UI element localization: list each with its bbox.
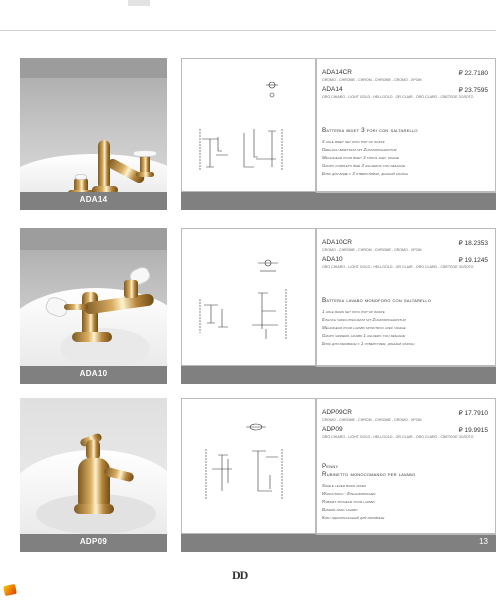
description-line: 1 hole basin set with pop-up waste [322,309,385,314]
variant-desc: ORO CHIARO - LIGHT GOLD - HELLGOLD - OR CLAIR - ORO CLARO - СВЕТЛОЕ ЗОЛОТО [322,435,474,439]
description-line: 3 hole bidet set with pop-up waste [322,139,385,144]
product-subtitle: Rubinetto monocomando per lavabo [322,471,416,478]
variant-code: ADA10 [322,256,343,263]
variant-desc: CROMO - CHROME - CHROM - CHROME - CROMO - ХРОМ [322,78,422,82]
product-strip-ada10 [20,366,496,384]
top-mark [128,0,150,6]
technical-drawing-svg [182,229,317,367]
product-photo-ada10 [20,228,167,366]
variant-code: ADP09CR [322,409,352,416]
description-line: Grupo completo bidé 3 agujeros con desagüe [322,163,406,168]
technical-drawing-adp09 [181,398,316,534]
product-code-label: ADA14 [79,195,108,204]
page-number: 13 [479,537,488,546]
product-info-adp09 [316,398,496,534]
product-strip-ada14 [20,192,496,210]
variant-desc: CROMO - CHROME - CHROM - CHROME - CROMO - ХРОМ [322,248,422,252]
description-line: Einloch waschtischsatz mit Zugknopfgarnitur [322,317,406,322]
brand-logo: DD [232,568,248,582]
variant-code: ADA14 [322,86,343,93]
variant-desc: ORO CHIARO - LIGHT GOLD - HELLGOLD - OR CLAIR - ORO CLARO - СВЕТЛОЕ ЗОЛОТО [322,95,474,99]
description-line: Кран однорычажный для раковины [322,515,385,520]
variant-price: ₽ 18.2353 [458,240,488,247]
description-line: Batería para lavabo [322,507,358,512]
product-strip-adp09 [20,534,496,552]
product-code-label: ADP09 [79,537,108,546]
variant-price: ₽ 17.7910 [458,410,488,417]
description-line: Mélangeur pour lavabo monotrou avec vidage [322,325,406,330]
technical-drawing-ada10 [181,228,316,366]
product-info-ada10 [316,228,496,366]
description-line: Блок для биде с 3 отверстиями, донный клапан [322,171,409,176]
product-photo-ada14 [20,58,167,192]
technical-drawing-ada14 [181,58,316,192]
description-line: Grupo grifería lavabo 1 agujero con desagüe [322,333,406,338]
product-title: Penny [322,463,339,470]
product-code-label: ADA10 [79,369,108,378]
variant-price: ₽ 23.7595 [458,87,488,94]
description-line: Single lever basin mixer [322,483,366,488]
product-title: Batteria bidet 3 fori con saltarello [322,127,418,134]
technical-drawing-svg [182,399,317,535]
variant-code: ADA10CR [322,239,352,246]
description-line: Robinet mitigeur pour lavabo [322,499,375,504]
corner-badge-icon [3,584,17,596]
product-title: Batteria lavabo monoforo con saltarello [322,297,432,304]
variant-code: ADA14CR [322,69,352,76]
variant-price: ₽ 22.7180 [458,70,488,77]
description-line: Dreiloch bidetsatz mit Zugknopfgarnitur [322,147,397,152]
description-line: Waschtisch - Einhandmischer [322,491,376,496]
variant-code: ADP09 [322,426,343,433]
top-rule [0,30,496,31]
variant-price: ₽ 19.9915 [458,427,488,434]
product-info-ada14 [316,58,496,192]
description-line: Mélangeur pour bidet 3 trous avec vidage [322,155,399,160]
variant-desc: ORO CHIARO - LIGHT GOLD - HELLGOLD - OR CLAIR - ORO CLARO - СВЕТЛОЕ ЗОЛОТО [322,265,474,269]
description-line: Блок для раковины с 1 отверстием, донный клапан [322,341,415,346]
technical-drawing-svg [182,59,317,193]
variant-desc: CROMO - CHROME - CHROM - CHROME - CROMO - ХРОМ [322,418,422,422]
variant-price: ₽ 19.1245 [458,257,488,264]
product-photo-adp09 [20,398,167,534]
